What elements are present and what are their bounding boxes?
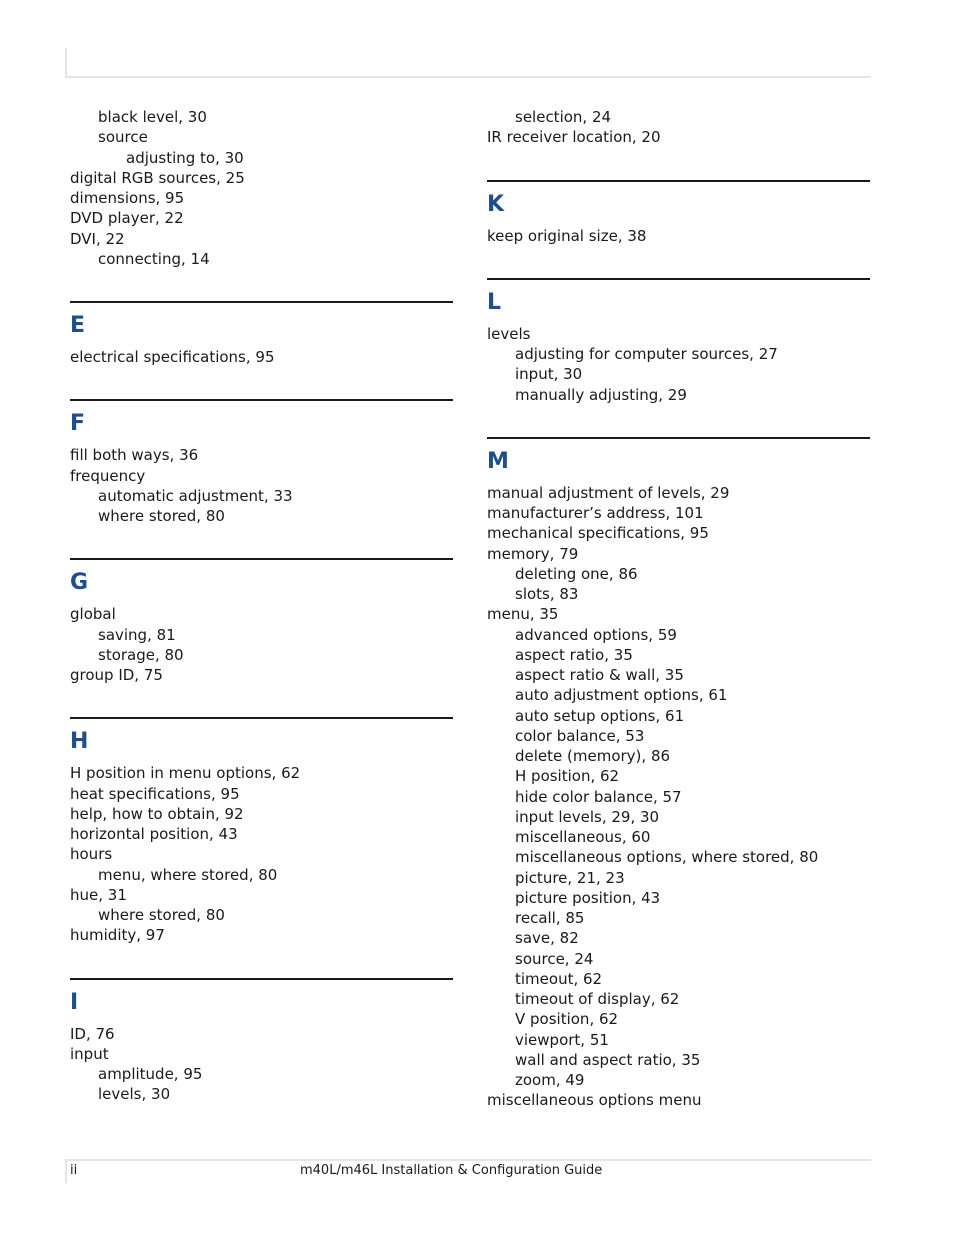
index-entry: picture position, 43 [515, 888, 661, 907]
index-entry: manual adjustment of levels, 29 [487, 483, 730, 502]
section-divider [70, 978, 453, 980]
index-entry: slots, 83 [515, 585, 579, 603]
index-entry: manufacturer’s address, 101 [487, 504, 704, 522]
index-entry: levels [487, 324, 531, 343]
index-entry: amplitude, 95 [98, 1065, 203, 1083]
index-entry: picture, 21, 23 [515, 868, 625, 887]
index-entry: source [98, 128, 148, 147]
index-entry: menu, where stored, 80 [98, 865, 278, 884]
index-entry: wall and aspect ratio, 35 [515, 1050, 701, 1069]
index-entry: mechanical specifications, 95 [487, 524, 709, 543]
index-entry: timeout, 62 [515, 969, 603, 988]
index-entry: horizontal position, 43 [70, 825, 238, 843]
index-entry: V position, 62 [515, 1010, 619, 1029]
index-entry: miscellaneous options, where stored, 80 [515, 848, 819, 867]
index-entry: H position in menu options, 62 [70, 764, 301, 783]
index-entry: digital RGB sources, 25 [70, 168, 245, 187]
section-divider [487, 278, 870, 280]
index-entry: H position, 62 [515, 767, 620, 786]
index-entry: save, 82 [515, 929, 579, 948]
index-entry: black level, 30 [98, 108, 207, 126]
index-entry: timeout of display, 62 [515, 990, 680, 1008]
index-entry: miscellaneous, 60 [515, 828, 651, 846]
index-section-h [70, 717, 453, 945]
index-entry: group ID, 75 [70, 666, 163, 684]
index-entry: DVD player, 22 [70, 209, 184, 228]
section-divider [487, 180, 870, 182]
footer-rule [65, 1159, 871, 1161]
index-section-l [487, 278, 870, 405]
index-entry: heat specifications, 95 [70, 784, 240, 803]
index-entry: deleting one, 86 [515, 564, 638, 583]
section-divider [70, 301, 453, 303]
footer-guide-title: m40L/m46L Installation & Configuration Guide [300, 1163, 603, 1178]
section-letter-heading: I [70, 989, 79, 1015]
index-section-i [70, 978, 453, 1105]
index-entry: IR receiver location, 20 [487, 128, 661, 147]
index-entry: DVI, 22 [70, 229, 125, 248]
index-entry: advanced options, 59 [515, 625, 677, 644]
index-entry: auto adjustment options, 61 [515, 686, 728, 705]
index-entry: keep original size, 38 [487, 226, 647, 245]
index-section-g [70, 558, 453, 685]
index-entry: selection, 24 [515, 108, 612, 126]
index-entry: zoom, 49 [515, 1071, 585, 1089]
index-entry: color balance, 53 [515, 726, 645, 745]
footer-page-number: ii [70, 1163, 78, 1178]
index-section-f [70, 399, 453, 526]
index-entry: manually adjusting, 29 [515, 385, 687, 404]
section-letter-heading: H [70, 729, 89, 755]
index-entry: where stored, 80 [98, 906, 225, 924]
index-entry: electrical specifications, 95 [70, 348, 275, 366]
section-letter-heading: L [487, 289, 502, 315]
index-entry: connecting, 14 [98, 249, 210, 268]
index-entry: input levels, 29, 30 [515, 807, 660, 826]
index-section-e [70, 301, 453, 367]
index-entry: adjusting for computer sources, 27 [515, 345, 778, 363]
index-entry: hide color balance, 57 [515, 787, 682, 806]
index-section-k [487, 180, 870, 246]
index-column-right [487, 107, 870, 1111]
index-entry: humidity, 97 [70, 926, 165, 945]
header-tick [65, 48, 67, 78]
index-entry: input, 30 [515, 365, 583, 384]
index-entry: input [70, 1044, 109, 1063]
index-entry: aspect ratio, 35 [515, 645, 633, 664]
index-entry: automatic adjustment, 33 [98, 486, 293, 505]
index-entry: aspect ratio & wall, 35 [515, 666, 684, 684]
index-entry: menu, 35 [487, 605, 559, 624]
index-entry: frequency [70, 466, 146, 485]
section-divider [70, 717, 453, 719]
index-entry: hue, 31 [70, 885, 127, 904]
footer-tick [65, 1159, 67, 1183]
section-letter-heading: G [70, 570, 89, 596]
index-entry: global [70, 605, 116, 624]
section-letter-heading: E [70, 313, 86, 338]
index-column-left [70, 107, 453, 1105]
index-entry: fill both ways, 36 [70, 446, 199, 465]
section-divider [70, 399, 453, 401]
index-entry: auto setup options, 61 [515, 706, 685, 725]
index-section-m [487, 437, 870, 1111]
header-rule [65, 76, 871, 78]
index-entry: storage, 80 [98, 645, 184, 664]
index-entry: source, 24 [515, 949, 594, 968]
index-entry: memory, 79 [487, 544, 579, 563]
index-entry: miscellaneous options menu [487, 1091, 702, 1110]
index-entry: levels, 30 [98, 1085, 171, 1104]
index-entry: recall, 85 [515, 909, 585, 927]
index-entry: dimensions, 95 [70, 189, 185, 207]
section-divider [70, 558, 453, 560]
index-entry: hours [70, 845, 113, 864]
index-entry: delete (memory), 86 [515, 747, 671, 765]
index-entry: viewport, 51 [515, 1030, 609, 1049]
section-divider [487, 437, 870, 439]
section-letter-heading: F [70, 411, 86, 437]
index-entry: ID, 76 [70, 1024, 115, 1043]
index-entry: saving, 81 [98, 625, 176, 644]
index-entry: help, how to obtain, 92 [70, 804, 244, 823]
section-letter-heading: K [487, 191, 505, 217]
index-entry: adjusting to, 30 [126, 148, 244, 167]
section-letter-heading: M [487, 448, 509, 474]
index-entry: where stored, 80 [98, 507, 225, 525]
